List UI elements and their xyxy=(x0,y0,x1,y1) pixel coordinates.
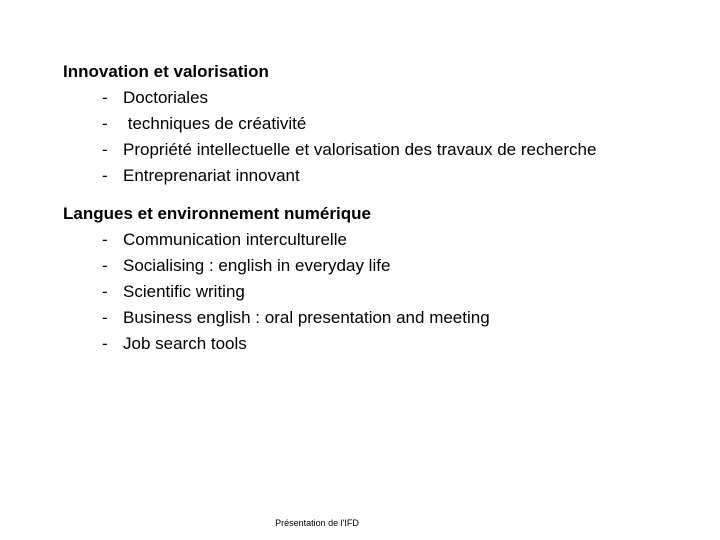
list-item xyxy=(63,305,490,331)
list-item-text: Job search tools xyxy=(123,334,247,353)
list-item-text: Scientific writing xyxy=(123,282,245,301)
list-item-text: Business english : oral presentation and meeting xyxy=(123,308,490,327)
list-item-text: Socialising : english in everyday life xyxy=(123,256,391,275)
bullet-dash: - xyxy=(102,114,108,133)
list-item xyxy=(63,137,597,163)
bullet-dash: - xyxy=(102,230,108,249)
list-item xyxy=(63,163,300,189)
bullet-dash: - xyxy=(102,88,108,107)
section-langues xyxy=(63,201,490,357)
bullet-dash: - xyxy=(102,140,108,159)
list-item xyxy=(63,253,391,279)
bullet-dash: - xyxy=(102,282,108,301)
bullet-dash: - xyxy=(102,308,108,327)
section-heading: Langues et environnement numérique xyxy=(63,204,371,223)
list-item xyxy=(63,227,371,253)
bullet-dash: - xyxy=(102,256,108,275)
list-item-text: Propriété intellectuelle et valorisation des travaux de recherche xyxy=(123,140,597,159)
bullet-dash: - xyxy=(102,166,108,185)
list-item-text: Doctoriales xyxy=(123,88,209,107)
slide-footer: Présentation de l'IFD xyxy=(275,518,359,528)
list-item xyxy=(63,85,269,111)
list-item xyxy=(63,111,307,137)
list-item-text: Entreprenariat innovant xyxy=(123,166,300,185)
section-heading: Innovation et valorisation xyxy=(63,62,269,81)
list-item xyxy=(63,279,371,305)
list-item-text: techniques de créativité xyxy=(123,114,307,133)
bullet-dash: - xyxy=(102,334,108,353)
list-item-text: Communication interculturelle xyxy=(123,230,347,249)
list-item xyxy=(63,331,371,357)
section-innovation xyxy=(63,59,597,189)
